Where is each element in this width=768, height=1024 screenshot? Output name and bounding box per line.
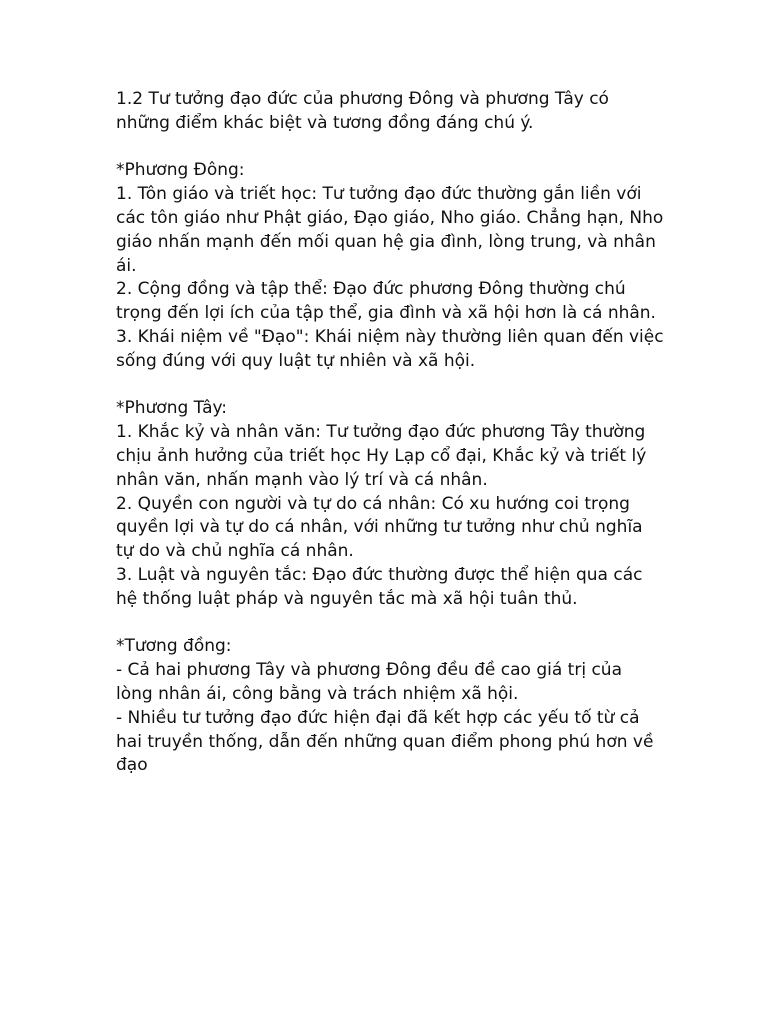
section-heading-west: *Phương Tây: (116, 398, 228, 419)
text-line: các tôn giáo như Phật giáo, Đạo giáo, Nho giáo. Chẳng hạn, Nho (116, 207, 664, 228)
text-line: trọng đến lợi ích của tập thể, gia đình và xã hội hơn là cá nhân. (116, 303, 656, 324)
section-heading-east: *Phương Đông: (116, 160, 245, 181)
text-line: 2. Cộng đồng và tập thể: Đạo đức phương Đông thường chú (116, 279, 626, 300)
section-heading-similar: *Tương đồng: (116, 636, 232, 657)
paragraph-gap (116, 136, 661, 160)
text-line: 3. Luật và nguyên tắc: Đạo đức thường được thể hiện qua các (116, 564, 643, 585)
paragraph-gap (116, 374, 661, 398)
text-line: 1. Tôn giáo và triết học: Tư tưởng đạo đức thường gắn liền với (116, 184, 642, 205)
text-line: nhân văn, nhấn mạnh vào lý trí và cá nhân. (116, 469, 488, 490)
text-line: - Cả hai phương Tây và phương Đông đều đề cao giá trị của (116, 660, 622, 681)
text-line: quyền lợi và tự do cá nhân, với những tư tưởng như chủ nghĩa (116, 517, 643, 538)
intro-line: những điểm khác biệt và tương đồng đáng chú ý. (116, 112, 534, 133)
paragraph-gap (116, 612, 661, 636)
text-line: - Nhiều tư tưởng đạo đức hiện đại đã kết hợp các yếu tố từ cả (116, 707, 640, 728)
text-line: 1. Khắc kỷ và nhân văn: Tư tưởng đạo đức phương Tây thường (116, 422, 646, 443)
text-line: ái. (116, 255, 137, 276)
text-line: tự do và chủ nghĩa cá nhân. (116, 541, 354, 562)
text-line: sống đúng với quy luật tự nhiên và xã hội. (116, 350, 476, 371)
text-line: hai truyền thống, dẫn đến những quan điểm phong phú hơn về (116, 731, 654, 752)
text-line: đạo (116, 755, 148, 776)
text-line: 2. Quyền con người và tự do cá nhân: Có xu hướng coi trọng (116, 493, 630, 514)
text-line: lòng nhân ái, công bằng và trách nhiệm xã hội. (116, 683, 519, 704)
text-line: hệ thống luật pháp và nguyên tắc mà xã hội tuân thủ. (116, 588, 578, 609)
document-page (116, 88, 664, 778)
text-line: chịu ảnh hưởng của triết học Hy Lạp cổ đại, Khắc kỷ và triết lý (116, 445, 647, 466)
text-line: giáo nhấn mạnh đến mối quan hệ gia đình, lòng trung, và nhân (116, 231, 656, 252)
text-line: 3. Khái niệm về "Đạo": Khái niệm này thường liên quan đến việc (116, 326, 664, 347)
intro-line: 1.2 Tư tưởng đạo đức của phương Đông và phương Tây có (116, 89, 609, 109)
